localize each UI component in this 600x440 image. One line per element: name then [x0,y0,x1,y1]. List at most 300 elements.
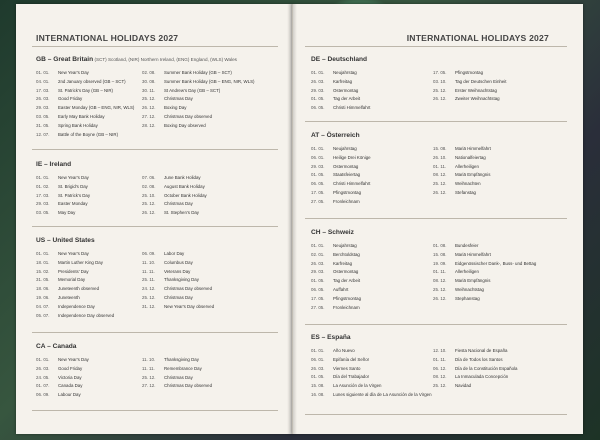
holiday-row [311,69,370,78]
section-title-text: CA – Canada [36,343,77,350]
holiday-column-right [142,174,207,218]
holiday-row [311,198,371,207]
section-title [36,56,237,63]
holiday-row [433,373,517,382]
holiday-row [311,154,371,163]
holiday-name: Neujahrstag [333,243,357,248]
holiday-name: Christmas Day observed [164,383,213,389]
holiday-date: 08. 12. [433,278,447,284]
holiday-name: Spring Bank Holiday [58,122,98,128]
holiday-row [142,209,207,218]
holiday-name: Stephanstag [455,295,480,301]
holiday-row [36,192,90,201]
holiday-name: Fronleichnam [333,304,360,310]
holiday-name: Ostermontag [333,87,359,93]
holiday-column-left [36,174,90,218]
holiday-name: St. Brigid's Day [58,183,88,189]
holiday-name: Karfreitag [333,260,353,266]
holiday-date: 30. 08. [142,78,156,84]
holiday-date: 01. 05. [311,96,325,102]
holiday-row [142,183,207,192]
holiday-row [142,294,214,303]
holiday-date: 29. 03. [36,105,50,111]
holiday-date: 01. 01. [36,175,50,180]
holiday-name: Weihnachten [455,181,481,187]
holiday-row [142,365,212,374]
holiday-name: Allerheiligen [455,163,479,169]
holiday-row [142,250,214,259]
holiday-column-left [311,145,371,207]
holiday-date: 01. 05. [311,374,325,380]
holiday-name: Christmas Day [164,374,193,380]
holiday-date: 27. 12. [142,383,156,389]
section-ie [36,161,207,216]
holiday-column-right [142,250,214,312]
section-title-text: ES – España [311,334,351,341]
holiday-row [433,69,507,78]
holiday-row [36,382,89,391]
holiday-row [36,104,134,113]
holiday-name: Ostermontag [333,163,359,169]
holiday-row [142,95,255,104]
section-ch [311,229,537,310]
holiday-row [433,145,491,154]
holiday-name: Epifanía del Señor [333,356,370,362]
holiday-date: 06. 12. [433,365,447,371]
section-title [36,343,76,350]
holiday-date: 17. 05. [433,70,447,75]
holiday-column-left [36,250,114,320]
holiday-date: 26. 12. [433,189,447,195]
holiday-name: New Year's Day observed [164,303,215,309]
holiday-date: 25. 12. [142,96,156,102]
holiday-name: Nationalfeiertag [455,154,486,160]
holiday-row [433,365,517,374]
holiday-row [311,251,361,260]
holiday-row [311,95,370,104]
holiday-date: 01. 08. [433,243,447,248]
holiday-name: Tag der Arbeit [333,96,361,102]
holiday-row [433,268,536,277]
holiday-date: 04. 07. [36,303,50,309]
holiday-date: 19. 06. [36,294,50,300]
holiday-row [142,276,214,285]
header-rule-left [32,46,278,47]
holiday-row [433,180,491,189]
holiday-row [311,356,432,365]
holiday-row [311,347,432,356]
holiday-name: Heilige Drei Könige [333,154,371,160]
holiday-row [36,113,134,122]
holiday-row [36,69,134,78]
holiday-row [36,312,114,321]
holiday-date: 06. 01. [311,356,325,362]
holiday-name: Good Friday [58,365,83,371]
section-title-text: US – United States [36,237,95,244]
section-divider [32,410,278,411]
holiday-row [311,242,361,251]
holiday-date: 25. 10. [142,192,156,198]
section-title [311,56,367,63]
holiday-date: 26. 10. [433,154,447,160]
holiday-date: 03. 10. [433,78,447,84]
holiday-name: St. Patrick's Day [58,192,91,198]
section-title-text: DE – Deutschland [311,56,368,63]
holiday-date: 26. 12. [142,210,156,216]
holiday-date: 25. 12. [433,87,447,93]
holiday-name: New Year's Day [58,357,89,362]
holiday-row [311,268,361,277]
holiday-name: Christmas Day [164,294,193,300]
holiday-date: 18. 06. [36,286,50,292]
holiday-row [311,104,370,113]
holiday-row [36,183,90,192]
section-ca [36,343,213,398]
holiday-name: Christmas Day [164,96,193,102]
holiday-name: Día de la Constitución Española [455,365,518,371]
holiday-date: 25. 12. [142,201,156,207]
holiday-name: Boxing Day observed [164,122,206,128]
holiday-row [311,382,432,391]
holiday-name: June Bank Holiday [164,175,201,180]
holiday-date: 11. 10. [142,357,156,362]
holiday-date: 24. 05. [36,374,50,380]
holiday-date: 02. 08. [142,183,156,189]
holiday-date: 01. 07. [36,383,50,389]
holiday-row [433,163,491,172]
holiday-row [36,391,89,400]
holiday-date: 25. 12. [433,383,447,389]
holiday-row [433,356,517,365]
holiday-date: 26. 03. [311,365,325,371]
holiday-row [311,189,371,198]
holiday-row [36,356,89,365]
holiday-date: 15. 02. [36,268,50,274]
holiday-date: 06. 05. [311,286,325,292]
holiday-name: Veterans Day [164,268,191,274]
holiday-row [433,347,517,356]
holiday-row [36,131,134,140]
holiday-name: Tag der Arbeit [333,278,361,284]
holiday-row [433,382,517,391]
holiday-date: 01. 11. [433,163,447,169]
holiday-row [36,95,134,104]
holiday-name: Neujahrstag [333,70,357,75]
holiday-date: 25. 12. [433,181,447,187]
holiday-row [36,250,114,259]
holiday-date: 26. 03. [36,365,50,371]
holiday-date: 11. 10. [142,259,156,265]
section-title-text: CH – Schweiz [311,229,354,236]
holiday-name: New Year's Day [58,70,89,75]
holiday-date: 27. 05. [311,198,325,204]
holiday-date: 26. 03. [36,96,50,102]
holiday-name: St. Stephen's Day [164,210,200,216]
holiday-row [142,382,212,391]
section-title-text: AT – Österreich [311,132,360,139]
holiday-name: October Bank Holiday [164,192,207,198]
holiday-name: Mariä Himmelfahrt [455,146,491,151]
holiday-column-left [36,69,134,139]
holiday-row [311,87,370,96]
holiday-row [433,154,491,163]
holiday-date: 01. 05. [311,278,325,284]
holiday-row [433,87,507,96]
holiday-date: 01. 01. [311,243,325,248]
holiday-row [36,268,114,277]
right-page [292,4,583,434]
holiday-date: 06. 09. [142,251,156,256]
holiday-name: Año Nuevo [333,348,355,353]
holiday-row [142,122,255,131]
holiday-name: New Year's Day [58,251,89,256]
holiday-date: 01. 02. [36,183,50,189]
section-title-text: GB – Great Britain [36,56,94,63]
holiday-date: 08. 12. [433,374,447,380]
holiday-date: 12. 10. [433,348,447,353]
holiday-name: Thanksgiving Day [164,357,199,362]
holiday-date: 01. 01. [311,348,325,353]
holiday-name: Stefanstag [455,189,476,195]
holiday-row [311,78,370,87]
holiday-date: 01. 11. [433,269,447,275]
holiday-date: 11. 11. [142,268,155,274]
holiday-name: Zweiter Weihnachtstag [455,96,500,102]
holiday-row [433,295,536,304]
holiday-row [311,145,371,154]
holiday-date: 08. 12. [433,172,447,178]
holiday-name: Karfreitag [333,78,353,84]
holiday-row [36,87,134,96]
holiday-row [433,95,507,104]
holiday-row [36,78,134,87]
holiday-date: 29. 03. [311,87,325,93]
holiday-date: 25. 12. [142,294,156,300]
holiday-row [36,303,114,312]
holiday-date: 17. 03. [36,87,50,93]
holiday-date: 07. 06. [142,175,156,180]
holiday-name: Pfingstmontag [333,295,362,301]
holiday-row [36,259,114,268]
holiday-date: 18. 01. [36,259,50,265]
holiday-row [36,174,90,183]
holiday-column-left [311,347,432,400]
holiday-column-right [433,347,517,391]
holiday-date: 25. 12. [142,374,156,380]
holiday-row [142,200,207,209]
holiday-name: Presidents' Day [58,268,89,274]
holiday-name: Juneteenth [58,294,80,300]
section-title-text: IE – Ireland [36,161,72,168]
holiday-row [311,391,432,400]
holiday-date: 06. 01. [311,154,325,160]
section-at [311,132,491,204]
holiday-name: Labour Day [58,392,81,398]
holiday-name: Bundesfeier [455,243,479,248]
holiday-name: Christmas Day observed [164,286,213,292]
holiday-name: Early May Bank Holiday [58,113,105,119]
holiday-row [142,268,214,277]
holiday-date: 29. 03. [36,201,50,207]
holiday-name: Pfingstmontag [455,70,484,75]
holiday-name: Auffahrt [333,286,349,292]
holiday-name: Labor Day [164,251,185,256]
holiday-name: Lunes siguiente al día de La Asunción de la Virgen [333,391,432,397]
left-page [16,4,293,434]
holiday-date: 06. 05. [311,105,325,111]
section-divider [32,149,278,150]
holiday-date: 26. 03. [311,78,325,84]
holiday-row [433,286,536,295]
holiday-name: Martin Luther King Day [58,259,103,265]
holiday-row [311,365,432,374]
holiday-row [36,374,89,383]
holiday-name: Easter Monday [58,201,88,207]
holiday-name: St. Patrick's Day (GB – NIR) [58,87,113,93]
holiday-date: 27. 05. [311,304,325,310]
holiday-row [311,373,432,382]
header-rule-right [305,46,567,47]
holiday-row [142,104,255,113]
holiday-name: Summer Bank Holiday (GB – ENG, NIR, WLS) [164,78,255,84]
holiday-row [142,113,255,122]
holiday-name: Berchtoldstag [333,251,360,257]
holiday-date: 19. 09. [433,260,447,266]
holiday-column-right [433,69,507,104]
section-gb [36,56,255,137]
holiday-column-left [311,69,370,113]
holiday-row [311,171,371,180]
holiday-date: 06. 09. [36,392,50,398]
holiday-row [433,171,491,180]
holiday-date: 15. 08. [311,383,325,389]
holiday-date: 01. 01. [36,251,50,256]
section-title [311,229,354,236]
holiday-date: 12. 07. [36,131,50,137]
holiday-row [311,260,361,269]
holiday-name: Good Friday [58,96,83,102]
holiday-name: Victoria Day [58,374,82,380]
holiday-date: 26. 12. [433,96,447,102]
holiday-date: 02. 01. [311,251,325,257]
holiday-name: Viernes Santo [333,365,361,371]
section-divider [305,218,567,219]
holiday-name: Christi Himmelfahrt [333,181,371,187]
holiday-date: 30. 11. [142,87,156,93]
holiday-column-right [142,69,255,131]
holiday-row [311,304,361,313]
holiday-name: Fronleichnam [333,198,360,204]
holiday-date: 16. 08. [311,391,325,397]
holiday-date: 15. 08. [433,251,447,257]
holiday-name: Día de Todos los Santos [455,356,503,362]
holiday-row [311,295,361,304]
holiday-name: Erster Weihnachtstag [455,87,497,93]
holiday-column-left [36,356,89,400]
section-divider [305,121,567,122]
holiday-name: Independence Day [58,303,95,309]
holiday-row [311,180,371,189]
section-de [311,56,507,111]
holiday-date: 11. 11. [142,365,155,371]
holiday-name: May Day [58,210,76,216]
book-gutter [287,4,297,434]
holiday-row [142,192,207,201]
holiday-date: 17. 05. [311,295,325,301]
holiday-row [142,78,255,87]
holiday-row [36,200,90,209]
holiday-date: 01. 05. [311,172,325,178]
holiday-date: 28. 12. [142,122,156,128]
holiday-row [36,294,114,303]
holiday-row [36,285,114,294]
holiday-date: 31. 05. [36,277,50,283]
section-title [36,161,71,168]
section-divider [32,226,278,227]
holiday-name: Battle of the Boyne (GB – NIR) [58,131,119,137]
holiday-row [311,277,361,286]
holiday-name: Christmas Day observed [164,113,213,119]
holiday-row [142,303,214,312]
holiday-date: 15. 08. [433,146,447,151]
holiday-date: 01. 01. [36,70,50,75]
holiday-row [433,78,507,87]
holiday-name: Tag der Deutschen Einheit [455,78,507,84]
holiday-row [142,69,255,78]
section-subtitle: (SCT) Scotland, (NIR) Northern Ireland, (ENG) England, (WLS) Wales [93,57,237,62]
holiday-name: Fiesta Nacional de España [455,348,508,353]
holiday-name: Juneteenth observed [58,286,100,292]
holiday-row [36,276,114,285]
holiday-name: Allerheiligen [455,269,479,275]
holiday-row [311,286,361,295]
holiday-date: 05. 07. [36,312,50,318]
holiday-row [142,259,214,268]
holiday-date: 06. 05. [311,181,325,187]
holiday-name: 2nd January observed (GB – SCT) [58,78,126,84]
holiday-name: New Year's Day [58,175,89,180]
holiday-date: 25. 11. [142,277,156,283]
holiday-date: 03. 05. [36,113,50,119]
holiday-date: 03. 05. [36,210,50,216]
holiday-date: 17. 03. [36,192,50,198]
section-us [36,237,215,318]
holiday-date: 01. 11. [433,356,447,362]
holiday-date: 29. 03. [311,163,325,169]
holiday-date: 26. 12. [142,105,156,111]
holiday-name: Columbus Day [164,259,193,265]
holiday-name: Weihnachtstag [455,286,484,292]
holiday-name: Canada Day [58,383,83,389]
holiday-row [142,87,255,96]
holiday-name: La Asunción de la Virgen [333,383,382,389]
holiday-name: Pfingstmontag [333,189,362,195]
holiday-date: 31. 05. [36,122,50,128]
holiday-row [433,189,491,198]
holiday-name: St Andrew's Day (GB – SCT) [164,87,221,93]
holiday-name: Día del Trabajador [333,374,370,380]
section-title [36,237,95,244]
holiday-name: Summer Bank Holiday (GB – SCT) [164,70,232,75]
holiday-name: Mariä Himmelfahrt [455,251,491,257]
holiday-name: Ostermontag [333,269,359,275]
holiday-date: 17. 05. [311,189,325,195]
holiday-row [433,260,536,269]
holiday-name: Thanksgiving Day [164,277,199,283]
holiday-name: Easter Monday (GB – ENG, NIR, WLS) [58,105,135,111]
section-es [311,334,518,397]
page-title-right: INTERNATIONAL HOLIDAYS 2027 [406,33,549,43]
